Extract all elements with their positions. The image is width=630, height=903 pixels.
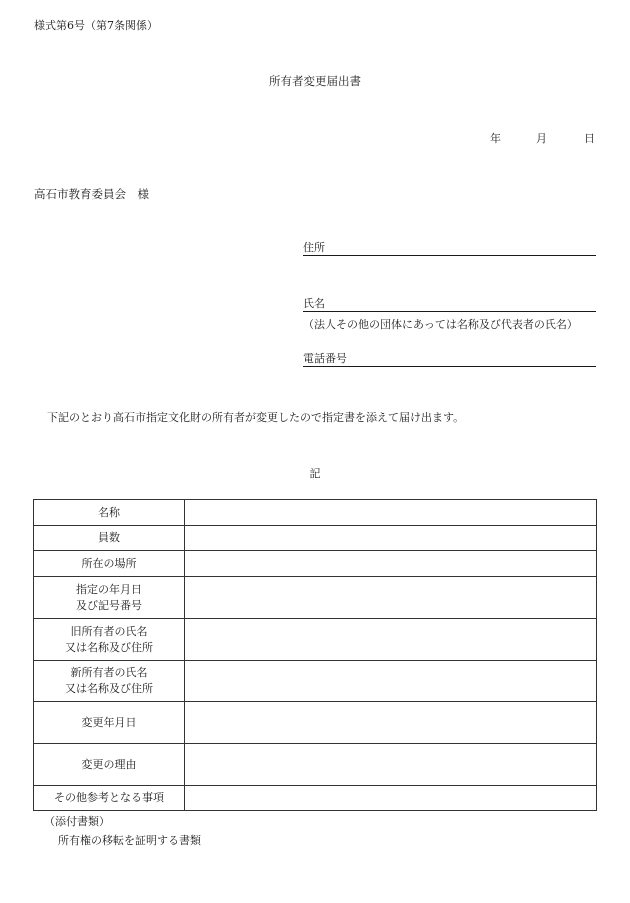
row-label-text-2: 及び記号番号 — [76, 598, 142, 612]
row-label-text: 変更年月日 — [81, 715, 137, 729]
row-label-text: 変更の理由 — [81, 757, 137, 771]
table-row — [34, 577, 597, 619]
row-label — [34, 661, 185, 702]
date-day-label: 日 — [584, 132, 595, 145]
name-label: 氏名 — [303, 297, 325, 310]
row-value-cell[interactable] — [185, 702, 597, 744]
table-row — [34, 619, 597, 661]
address-label: 住所 — [303, 241, 325, 254]
row-label — [34, 526, 185, 551]
attachments-heading: （添付書類） — [44, 815, 110, 828]
row-value-cell[interactable] — [185, 744, 597, 786]
row-label — [34, 551, 185, 577]
name-field[interactable] — [303, 297, 596, 312]
row-label-text-2: 又は名称及び住所 — [65, 640, 153, 654]
row-value-cell[interactable] — [185, 526, 597, 551]
row-value-cell[interactable] — [185, 619, 597, 661]
form-number: 様式第6号（第7条関係） — [34, 19, 158, 32]
row-value-cell[interactable] — [185, 786, 597, 811]
row-label — [34, 619, 185, 661]
row-label-text: 旧所有者の氏名 — [70, 624, 148, 638]
row-label — [34, 744, 185, 786]
row-label-text: 員数 — [98, 531, 120, 544]
table-row — [34, 702, 597, 744]
table-row — [34, 786, 597, 811]
row-label-text: 名称 — [98, 505, 120, 519]
phone-field[interactable] — [303, 352, 596, 367]
date-year-label: 年 — [490, 132, 501, 145]
row-label — [34, 500, 185, 526]
addressee: 高石市教育委員会 様 — [34, 187, 149, 201]
row-value-cell[interactable] — [185, 577, 597, 619]
table-row — [34, 526, 597, 551]
date-month-label: 月 — [536, 132, 547, 145]
table-row — [34, 744, 597, 786]
address-field[interactable] — [303, 241, 596, 256]
row-label — [34, 577, 185, 619]
row-label-text: 指定の年月日 — [76, 582, 142, 596]
body-text: 下記のとおり高石市指定文化財の所有者が変更したので指定書を添えて届け出ます。 — [47, 411, 465, 424]
attachment-item: 所有権の移転を証明する書類 — [58, 834, 201, 847]
row-value-cell[interactable] — [185, 661, 597, 702]
table-row — [34, 551, 597, 577]
table-row — [34, 661, 597, 702]
phone-label: 電話番号 — [303, 352, 347, 365]
row-label-text: その他参考となる事項 — [54, 791, 164, 804]
detail-table — [33, 499, 597, 811]
row-label-text: 新所有者の氏名 — [70, 666, 148, 679]
row-label-text: 所在の場所 — [81, 556, 137, 570]
row-label — [34, 702, 185, 744]
row-value-cell[interactable] — [185, 500, 597, 526]
row-label-text-2: 又は名称及び住所 — [65, 682, 153, 695]
name-note: （法人その他の団体にあっては名称及び代表者の氏名） — [303, 318, 578, 331]
row-label — [34, 786, 185, 811]
row-value-cell[interactable] — [185, 551, 597, 577]
document-title: 所有者変更届出書 — [269, 74, 361, 88]
table-row — [34, 500, 597, 526]
ki-heading: 記 — [309, 467, 321, 480]
